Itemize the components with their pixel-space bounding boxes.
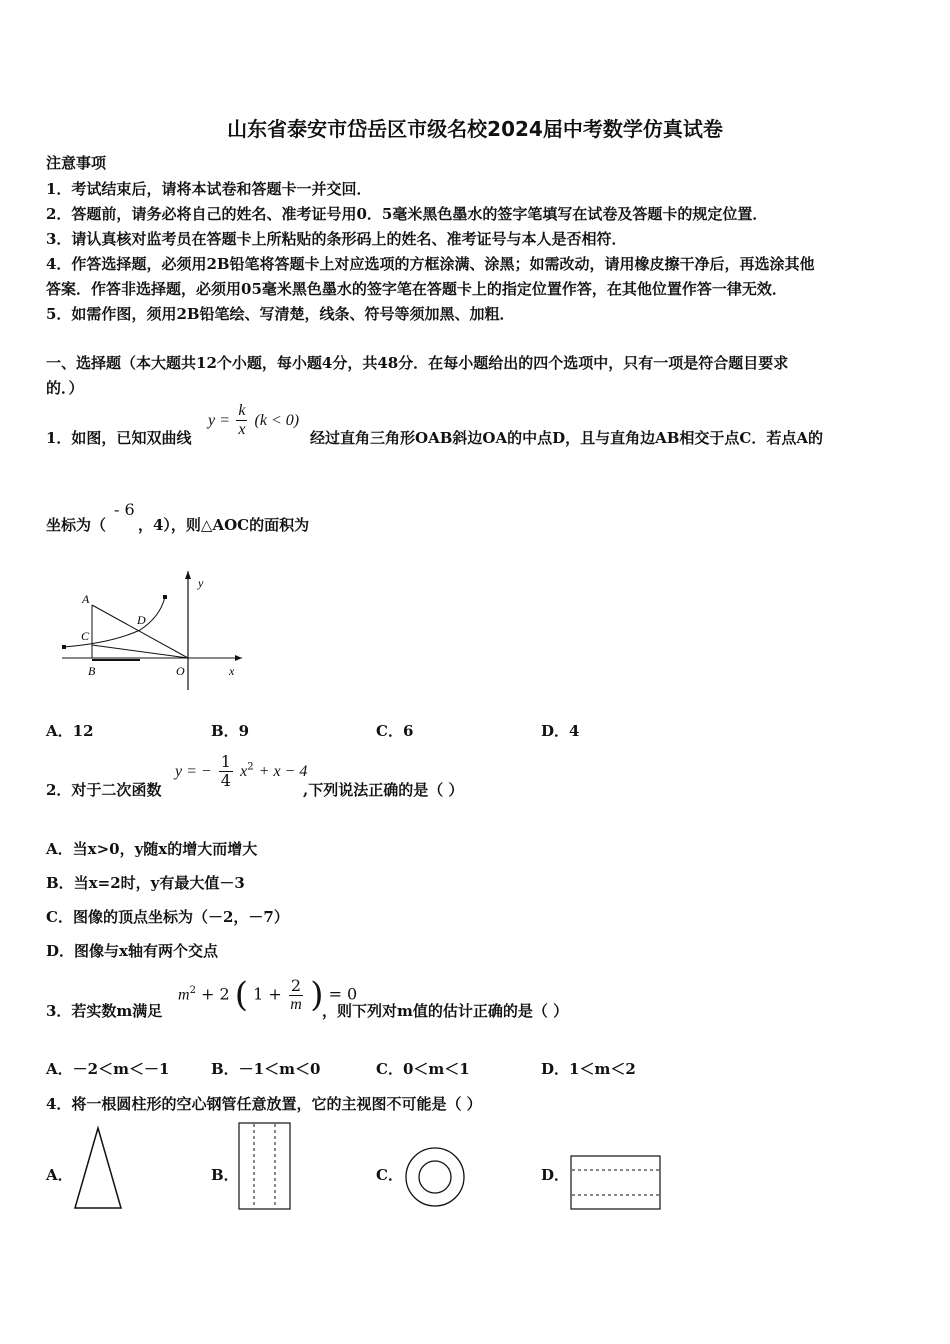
label-x: x: [229, 664, 235, 678]
label-y: y: [198, 576, 204, 590]
q2-option-b[interactable]: B．当x=2时，y有最大值－3: [46, 874, 245, 892]
y-axis-arrow: [185, 571, 191, 579]
notice-item-2: 2．答题前，请务必将自己的姓名、准考证号用0．5毫米黑色墨水的签字笔填写在试卷及答题卡的规定位置．: [46, 205, 768, 223]
q2-formula-num: 1: [220, 752, 231, 771]
q3-paren-close: ): [310, 975, 324, 1015]
q2-formula-den: 4: [220, 771, 231, 790]
q3-formula-den: m: [290, 995, 302, 1013]
segment-OC: [92, 645, 188, 658]
hyperbola-curve: [64, 597, 165, 647]
q2-formula-sup: 2: [247, 761, 254, 773]
notice-item-4-cont: 答案．作答非选择题，必须用05毫米黑色墨水的签字笔在答题卡上的指定位置作答，在其他位置作答一律无效．: [46, 280, 787, 298]
q1-option-b[interactable]: B．9: [211, 722, 250, 740]
q2-formula-x: x: [240, 763, 248, 780]
q2-option-a[interactable]: A．当x>0，y随x的增大而增大: [46, 840, 258, 858]
q1-formula-y: y: [208, 412, 216, 429]
q3-option-b[interactable]: B．－1＜m＜0: [211, 1060, 321, 1078]
q1-option-a[interactable]: A．12: [46, 722, 94, 740]
q2-formula-lhs: y = −: [175, 763, 212, 780]
q1-coord-x: - 6: [114, 500, 135, 519]
section-header-cont: 的．）: [46, 379, 84, 397]
label-A: A: [82, 592, 90, 606]
q4-figure-b-rectangle: [237, 1121, 293, 1211]
notice-heading: 注意事项: [46, 154, 107, 172]
q1-option-d[interactable]: D．4: [541, 722, 580, 740]
q3-formula-num: 2: [290, 975, 302, 995]
q3-formula-m: m: [178, 986, 190, 1004]
q1-formula-num: k: [238, 402, 246, 419]
x-axis-arrow: [235, 655, 242, 661]
q3-option-a[interactable]: A．－2＜m＜－1: [46, 1060, 170, 1078]
q1-formula: [208, 402, 299, 439]
section-header: 一、选择题（本大题共12个小题，每小题4分，共48分．在每小题给出的四个选项中，只有一项是符合题目要求: [46, 354, 789, 372]
page-title: 山东省泰安市岱岳区市级名校2024届中考数学仿真试卷: [227, 117, 723, 141]
q3-formula-end: = 0: [328, 984, 358, 1004]
curve-endpoint-left: [62, 645, 66, 649]
q3-formula-mid: + 2: [201, 984, 230, 1004]
label-D: D: [137, 613, 146, 627]
q3-option-d[interactable]: D．1＜m＜2: [541, 1060, 636, 1078]
q4-option-d[interactable]: D．: [541, 1166, 570, 1184]
label-O: O: [176, 664, 185, 678]
curve-endpoint-right: [163, 595, 167, 599]
q1-line2-suffix: ，4），则△AOC的面积为: [138, 516, 310, 534]
q2-option-d[interactable]: D．图像与x轴有两个交点: [46, 942, 218, 960]
q4-figure-a-triangle: [73, 1125, 125, 1211]
q2-formula: [175, 753, 307, 790]
q4-option-b[interactable]: B．: [211, 1166, 239, 1184]
q3-option-c[interactable]: C．0＜m＜1: [376, 1060, 470, 1078]
notice-item-1: 1．考试结束后，请将本试卷和答题卡一并交回．: [46, 180, 372, 198]
notice-item-3: 3．请认真核对监考员在答题卡上所粘贴的条形码上的姓名、准考证号与本人是否相符．: [46, 230, 627, 248]
q2-option-c[interactable]: C．图像的顶点坐标为（－2，－7）: [46, 908, 289, 926]
q3-prefix: 3．若实数m满足: [46, 1002, 163, 1020]
notice-item-4: 4．作答选择题，必须用2B铅笔将答题卡上对应选项的方框涂满、涂黑；如需改动，请用橡皮擦干净后，再选涂其他: [46, 255, 815, 273]
q3-formula-one: 1 +: [253, 984, 282, 1004]
q1-formula-eq: =: [220, 412, 230, 429]
q4-option-c[interactable]: C．: [376, 1166, 403, 1184]
label-B: B: [88, 664, 96, 678]
q1-formula-cond: (k < 0): [254, 412, 300, 429]
q4-figure-c-rings: [403, 1145, 467, 1209]
q3-suffix: ，则下列对m值的估计正确的是（ ）: [322, 1002, 569, 1020]
q1-option-c[interactable]: C．6: [376, 722, 414, 740]
q1-suffix: 经过直角三角形OAB斜边OA的中点D，且与直角边AB相交于点C．若点A的: [310, 429, 823, 447]
q1-figure: [52, 565, 252, 695]
q3-paren-open: (: [234, 975, 249, 1015]
q1-prefix: 1．如图，已知双曲线: [46, 429, 192, 447]
notice-item-5: 5．如需作图，须用2B铅笔绘、写清楚，线条、符号等须加黑、加粗．: [46, 305, 515, 323]
q4-text: 4．将一根圆柱形的空心钢管任意放置，它的主视图不可能是（ ）: [46, 1095, 482, 1113]
q2-prefix: 2．对于二次函数: [46, 781, 162, 799]
q4-figure-d-rectangle: [569, 1154, 663, 1212]
q1-line2-prefix: 坐标为（: [46, 516, 107, 534]
q4-option-a[interactable]: A．: [46, 1166, 73, 1184]
q2-suffix: ,下列说法正确的是（ ）: [303, 781, 464, 799]
q1-formula-den: x: [238, 421, 246, 438]
q3-formula-sup: 2: [189, 985, 196, 997]
q2-formula-tail: + x − 4: [258, 763, 308, 780]
label-C: C: [81, 629, 90, 643]
